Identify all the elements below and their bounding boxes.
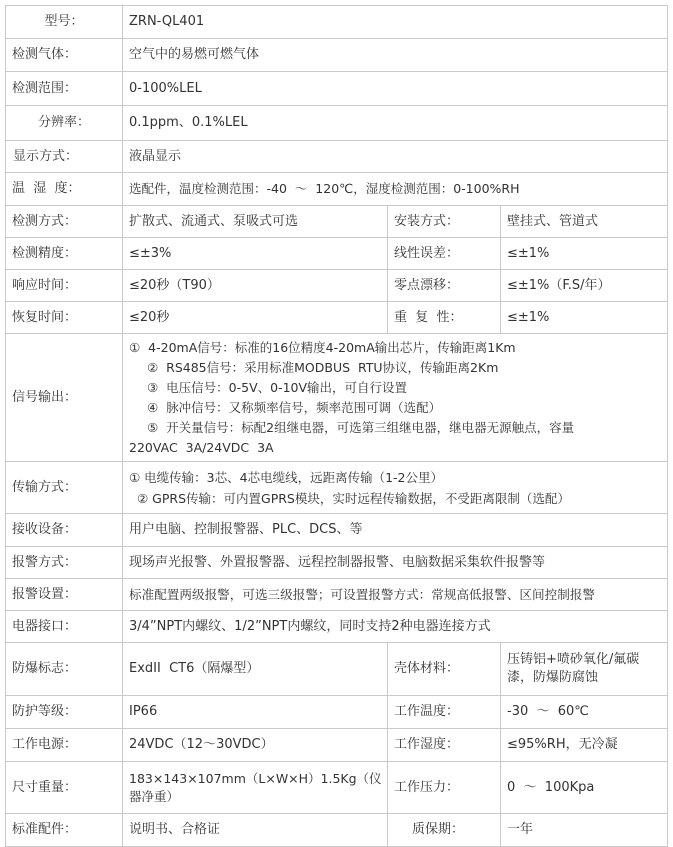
warranty-value: 一年: [501, 814, 668, 847]
install-mode-label: 安装方式：: [388, 206, 501, 238]
table-row-protection: [6, 696, 668, 729]
work-temp-value: -30 ～ 60℃: [501, 696, 668, 729]
accessories-label: 标准配件：: [6, 814, 123, 847]
accuracy-value: ≤±3%: [123, 238, 388, 270]
table-row-model: [6, 6, 668, 39]
accessories-value: 说明书、合格证: [123, 814, 388, 847]
zero-drift-value: ≤±1%（F.S/年）: [501, 270, 668, 302]
table-row-recovery: [6, 302, 668, 334]
repeatability-value: ≤±1%: [501, 302, 668, 334]
range-label: 检测范围：: [6, 72, 123, 106]
explosion-label: 防爆标志：: [6, 643, 123, 696]
detect-mode-value: 扩散式、流通式、泵吸式可选: [123, 206, 388, 238]
table-row-signal: [6, 334, 668, 462]
model-label: 型号：: [6, 6, 123, 39]
spec-table: [5, 5, 668, 847]
signal-line-3: ③ 电压信号：0-5V、0-10V输出，可自行设置: [147, 379, 408, 395]
receiver-value: 用户电脑、控制报警器、PLC、DCS、等: [123, 514, 668, 547]
receiver-label: 接收设备：: [6, 514, 123, 547]
work-pressure-label: 工作压力：: [388, 762, 501, 814]
alarm-mode-value: 现场声光报警、外置报警器、远程控制器报警、电脑数据采集软件报警等: [123, 547, 668, 579]
work-humidity-label: 工作湿度：: [388, 729, 501, 762]
signal-line-6: 220VAC 3A/24VDC 3A: [129, 439, 274, 455]
table-row-gas: [6, 39, 668, 72]
linearity-label: 线性误差：: [388, 238, 501, 270]
table-row-power: [6, 729, 668, 762]
table-row-receiver: [6, 514, 668, 547]
recovery-value: ≤20秒: [123, 302, 388, 334]
work-pressure-value: 0 ～ 100Kpa: [501, 762, 668, 814]
repeatability-label: 重 复 性：: [388, 302, 501, 334]
alarm-setting-value: 标准配置两级报警，可选三级报警；可设置报警方式：常规高低报警、区间控制报警: [123, 579, 668, 611]
alarm-mode-label: 报警方式：: [6, 547, 123, 579]
temp-humidity-value: 选配件，温度检测范围：-40 ～ 120℃，湿度检测范围：0-100%RH: [123, 173, 668, 206]
electrical-value: 3/4”NPT内螺纹、1/2”NPT内螺纹，同时支持2种电器连接方式: [123, 611, 668, 643]
table-row-range: [6, 72, 668, 106]
install-mode-value: 壁挂式、管道式: [501, 206, 668, 238]
size-line-2: 器净重）: [129, 788, 180, 804]
table-row-accessories: [6, 814, 668, 847]
signal-label: 信号输出：: [6, 334, 123, 462]
work-temp-label: 工作温度：: [388, 696, 501, 729]
protection-value: IP66: [123, 696, 388, 729]
housing-label: 壳体材料：: [388, 643, 501, 696]
transmission-label: 传输方式：: [6, 462, 123, 514]
warranty-label: 质保期：: [388, 814, 501, 847]
display-label: 显示方式：: [6, 141, 123, 173]
size-line-1: 183×143×107mm（L×W×H）1.5Kg（仪: [129, 770, 382, 786]
table-row-resolution: [6, 106, 668, 141]
signal-line-4: ④ 脉冲信号：又称频率信号，频率范围可调（选配）: [147, 399, 442, 415]
table-row-size: [6, 762, 668, 814]
gas-label: 检测气体：: [6, 39, 123, 72]
zero-drift-label: 零点漂移：: [388, 270, 501, 302]
recovery-label: 恢复时间：: [6, 302, 123, 334]
size-label: 尺寸重量：: [6, 762, 123, 814]
table-row-accuracy: [6, 238, 668, 270]
housing-value: [501, 643, 668, 696]
gas-value: 空气中的易燃可燃气体: [123, 39, 668, 72]
signal-line-5: ⑤ 开关量信号：标配2组继电器，可选第三组继电器，继电器无源触点，容量: [147, 419, 575, 435]
linearity-value: ≤±1%: [501, 238, 668, 270]
size-value: [123, 762, 388, 814]
housing-line-1: 压铸铝+喷砂氧化/氟碳: [507, 652, 640, 667]
housing-line-2: 漆，防爆防腐蚀: [507, 670, 599, 685]
transmission-line-1: ① 电缆传输：3芯、4芯电缆线，远距离传输（1-2公里）: [129, 469, 444, 485]
table-row-detect-mode: [6, 206, 668, 238]
display-value: 液晶显示: [123, 141, 668, 173]
signal-line-2: ② RS485信号：采用标准MODBUS RTU协议，传输距离2Km: [147, 359, 499, 375]
electrical-label: 电器接口：: [6, 611, 123, 643]
table-row-response: [6, 270, 668, 302]
alarm-setting-label: 报警设置：: [6, 579, 123, 611]
transmission-value: [123, 462, 668, 514]
model-value: ZRN-QL401: [123, 6, 668, 39]
resolution-label: 分辨率：: [6, 106, 123, 141]
table-row-alarm-mode: [6, 547, 668, 579]
signal-line-1: ① 4-20mA信号：标准的16位精度4-20mA输出芯片，传输距离1Km: [129, 339, 516, 355]
resolution-value: 0.1ppm、0.1%LEL: [123, 106, 668, 141]
table-row-transmission: [6, 462, 668, 514]
range-value: 0-100%LEL: [123, 72, 668, 106]
response-label: 响应时间：: [6, 270, 123, 302]
transmission-line-2: ② GPRS传输：可内置GPRS模块，实时远程传输数据，不受距离限制（选配）: [137, 490, 570, 506]
protection-label: 防护等级：: [6, 696, 123, 729]
table-row-electrical: [6, 611, 668, 643]
explosion-value: ExdII CT6（隔爆型）: [123, 643, 388, 696]
accuracy-label: 检测精度：: [6, 238, 123, 270]
work-humidity-value: ≤95%RH，无冷凝: [501, 729, 668, 762]
table-row-temp-humidity: [6, 173, 668, 206]
table-row-display: [6, 141, 668, 173]
table-row-explosion: [6, 643, 668, 696]
signal-value: [123, 334, 668, 462]
detect-mode-label: 检测方式：: [6, 206, 123, 238]
table-row-alarm-setting: [6, 579, 668, 611]
temp-humidity-label: 温 湿 度：: [6, 173, 123, 206]
power-label: 工作电源：: [6, 729, 123, 762]
power-value: 24VDC（12～30VDC）: [123, 729, 388, 762]
response-value: ≤20秒（T90）: [123, 270, 388, 302]
